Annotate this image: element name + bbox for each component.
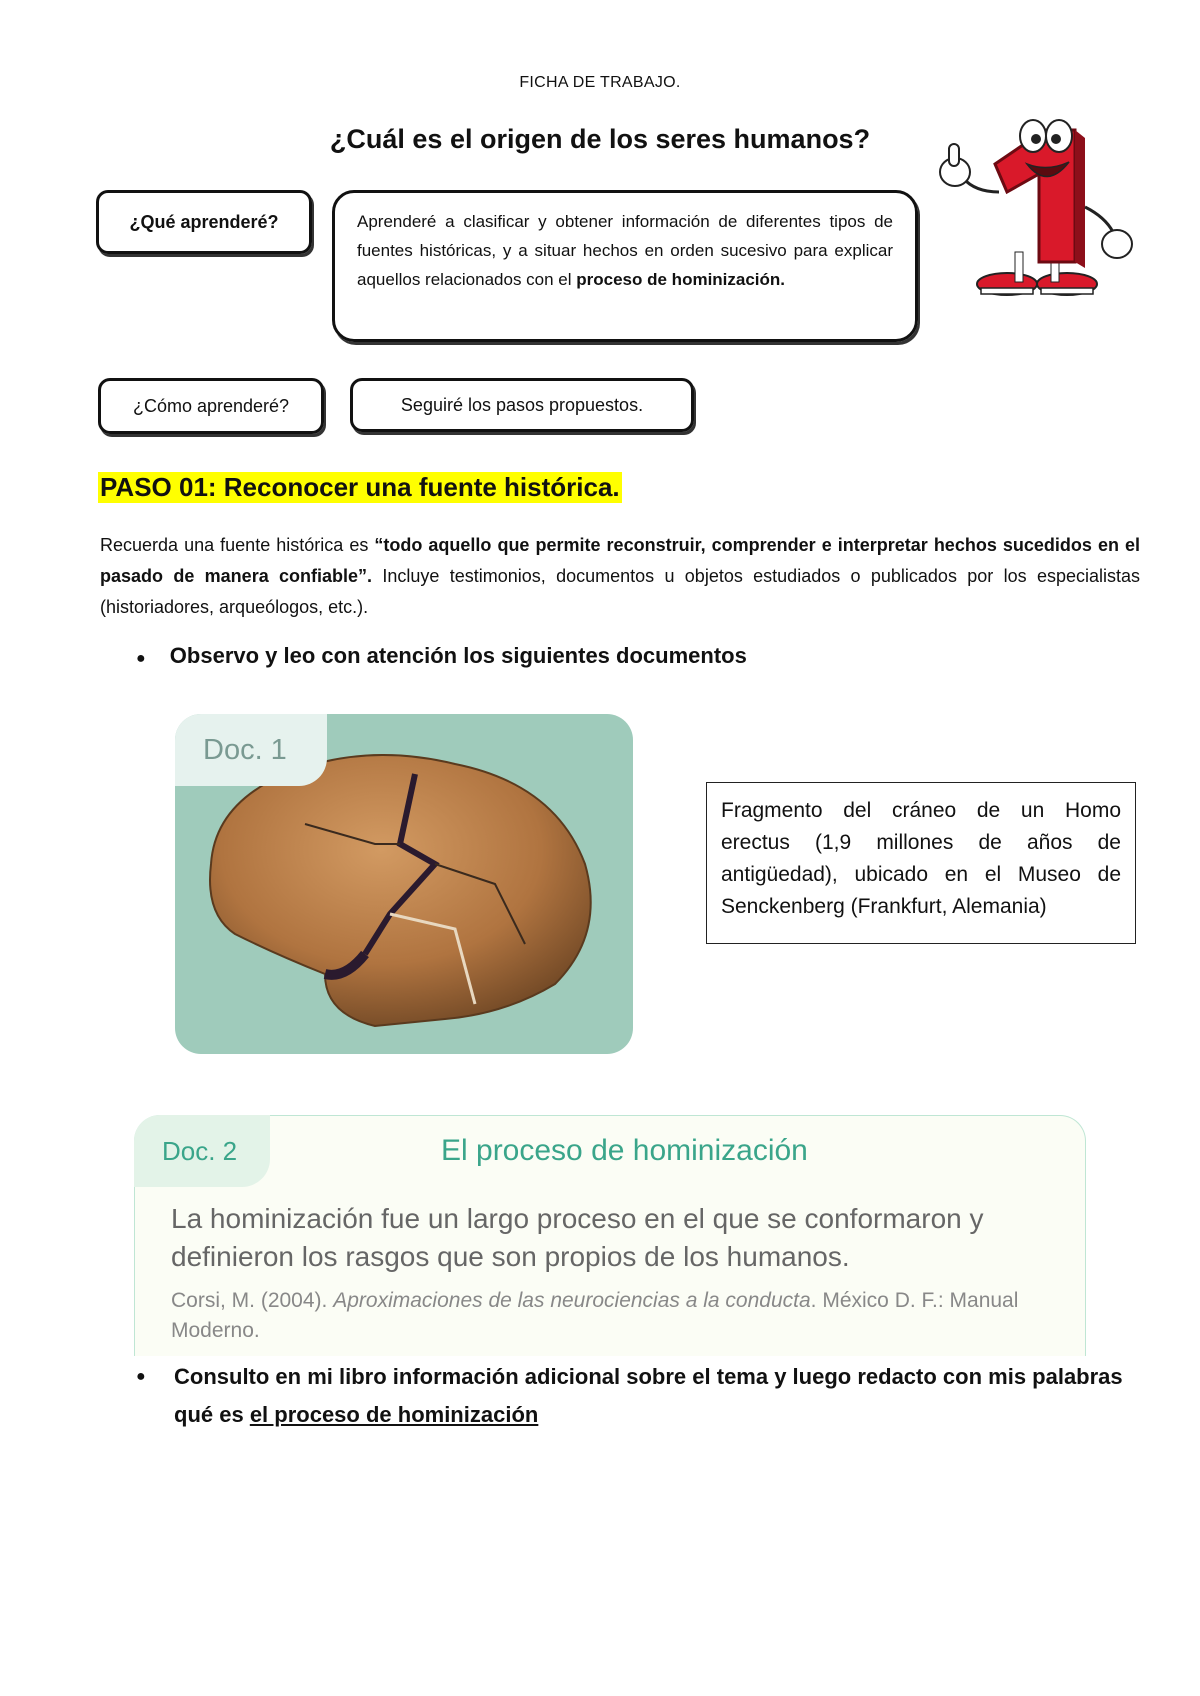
doc2-citation-author: Corsi, M. (2004). — [171, 1289, 334, 1312]
que-aprendere-text-bold: proceso de hominización. — [576, 270, 786, 289]
bullet-dot-icon: ● — [136, 1368, 146, 1385]
page-title: ¿Cuál es el origen de los seres humanos? — [329, 124, 871, 154]
doc1-caption-box: Fragmento del cráneo de un Homo erectus (1,9 millones de años de antigüedad), ubicado en el Museo de Senckenberg (Frankfurt, Alemania) — [706, 782, 1136, 944]
bullet-observo-text: Observo y leo con atención los siguientes documentos — [169, 643, 747, 668]
bullet-dot-icon: ● — [136, 650, 146, 667]
doc2-card — [134, 1115, 1086, 1356]
que-aprendere-label: ¿Qué aprenderé? — [129, 211, 279, 232]
que-aprendere-label-box — [96, 190, 312, 254]
doc2-citation — [171, 1286, 1051, 1346]
doc1-tab — [175, 714, 327, 786]
doc1-tab-label: Doc. 1 — [203, 733, 287, 766]
paso-01-heading: PASO 01: Reconocer una fuente histórica. — [100, 472, 620, 502]
doc1-skull-image — [175, 714, 633, 1054]
doc2-tab — [134, 1115, 270, 1187]
doc2-title: El proceso de hominización — [441, 1134, 808, 1167]
bullet-consulto-underlined: el proceso de hominización — [249, 1402, 539, 1427]
bullet-consulto-text: Consulto en mi libro información adicional sobre el tema y luego redacto con mis palabras qué es — [174, 1364, 1123, 1427]
paragraph-quote: “todo aquello que permite reconstruir, comprender e interpretar hechos sucedidos en el pasado de manera confiable”. — [100, 535, 1140, 586]
como-aprendere-label-box — [98, 378, 324, 434]
bullet-consulto — [136, 1358, 1136, 1434]
como-aprendere-label: ¿Cómo aprenderé? — [132, 395, 290, 416]
como-aprendere-text: Seguiré los pasos propuestos. — [400, 394, 644, 415]
paragraph-intro: Recuerda una fuente histórica es — [100, 535, 375, 555]
que-aprendere-text-box — [332, 190, 918, 342]
doc2-tab-label: Doc. 2 — [162, 1135, 238, 1166]
worksheet-header: FICHA DE TRABAJO. — [519, 74, 681, 91]
doc2-text: La hominización fue un largo proceso en el que se conformaron y definieron los rasgos que son propios de los humanos. — [171, 1203, 984, 1272]
mascot-number-one-image — [935, 112, 1135, 304]
paragraph-rest: Incluye testimonios, documentos u objetos estudiados o publicados por los especialistas (historiadores, arqueólogos, etc.). — [100, 566, 1140, 617]
bullet-observo — [136, 637, 1036, 678]
doc2-citation-title: Aproximaciones de las neurociencias a la conducta — [333, 1289, 811, 1312]
fuente-historica-paragraph — [100, 530, 1140, 623]
que-aprendere-text: Aprenderé a clasificar y obtener información de diferentes tipos de fuentes históricas, y a situar hechos en orden sucesivo para explicar aquellos relacionados con el — [357, 212, 893, 289]
doc2-citation-rest: . México D. F.: Manual Moderno. — [171, 1289, 1019, 1342]
como-aprendere-text-box — [350, 378, 694, 432]
